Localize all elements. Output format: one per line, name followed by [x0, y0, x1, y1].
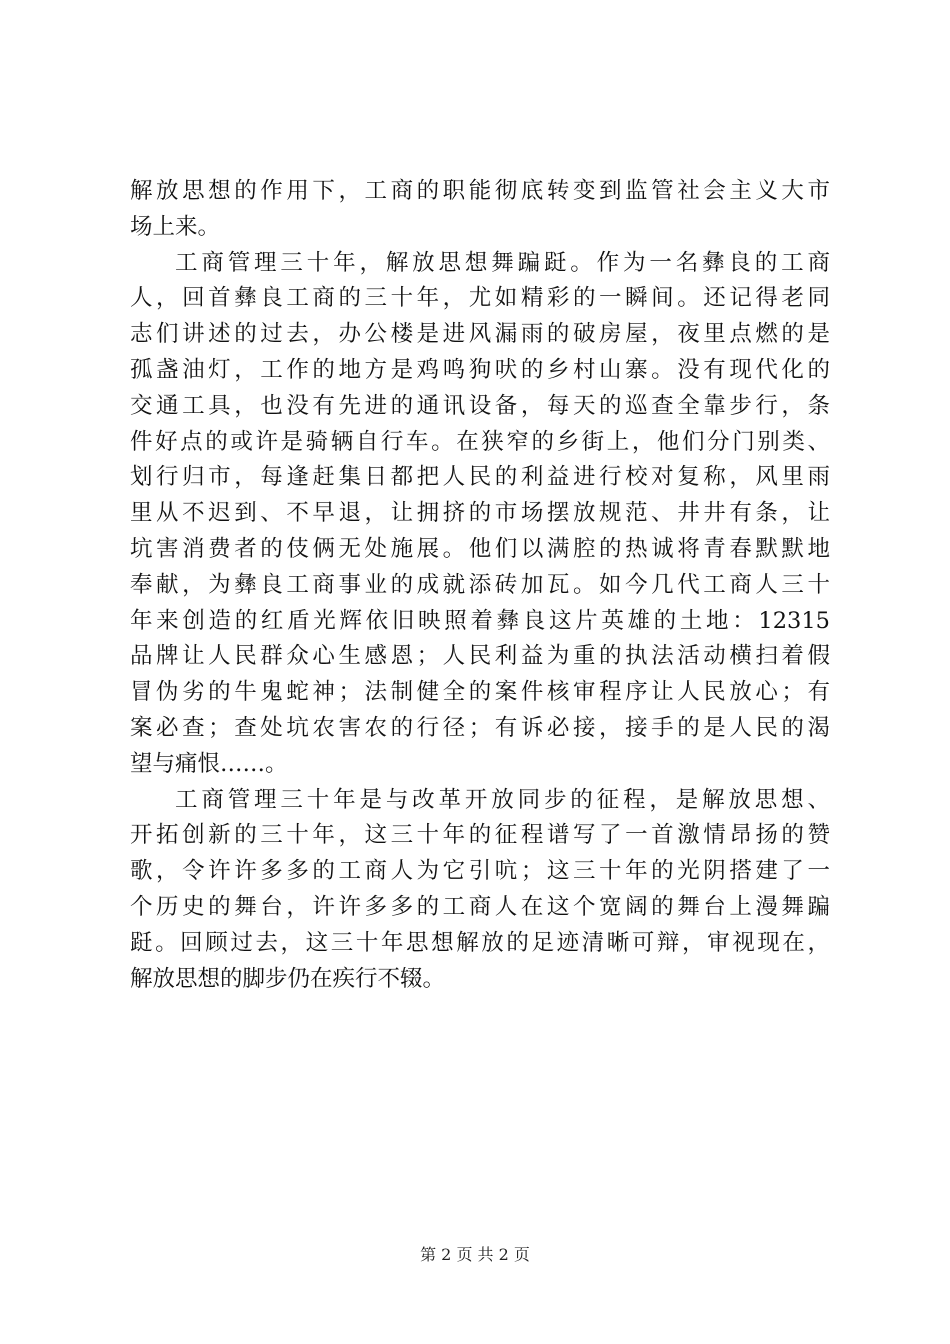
text-line: 交通工具，也没有先进的通讯设备，每天的巡查全靠步行，条 — [130, 392, 830, 419]
text-line: 品牌让人民群众心生感恩；人民利益为重的执法活动横扫着假 — [130, 643, 830, 670]
text-line: 件好点的或许是骑辆自行车。在狭窄的乡街上，他们分门别类、 — [130, 428, 830, 455]
page-footer: 第 2 页 共 2 页 — [420, 1245, 530, 1264]
text-line: 望与痛恨……。 — [130, 750, 288, 777]
text-line: 人，回首彝良工商的三十年，尤如精彩的一瞬间。还记得老同 — [130, 285, 830, 312]
text-line: 冒伪劣的牛鬼蛇神；法制健全的案件核审程序让人民放心；有 — [130, 679, 830, 706]
text-line: 案必查；查处坑农害农的行径；有诉必接，接手的是人民的渴 — [130, 714, 830, 741]
text-line: 孤盏油灯，工作的地方是鸡鸣狗吠的乡村山寨。没有现代化的 — [130, 356, 830, 383]
text-line: 工商管理三十年是与改革开放同步的征程，是解放思想、 — [175, 786, 830, 813]
text-line: 工商管理三十年，解放思想舞蹁跹。作为一名彝良的工商 — [175, 249, 830, 276]
text-line: 志们讲述的过去，办公楼是进风漏雨的破房屋，夜里点燃的是 — [130, 321, 830, 348]
paragraph — [130, 246, 830, 783]
text-line: 奉献，为彝良工商事业的成就添砖加瓦。如今几代工商人三十 — [130, 571, 830, 598]
text-line: 解放思想的作用下，工商的职能彻底转变到监管社会主义大市 — [130, 178, 830, 204]
paragraph — [130, 783, 830, 998]
text-line: 划行归市，每逢赶集日都把人民的利益进行校对复称，风里雨 — [130, 464, 830, 491]
paragraph — [130, 174, 830, 246]
text-line: 解放思想的脚步仍在疾行不辍。 — [130, 965, 446, 992]
body-text — [130, 174, 830, 997]
text-line: 场上来。 — [130, 213, 221, 240]
text-line: 里从不迟到、不早退，让拥挤的市场摆放规范、井井有条，让 — [130, 500, 830, 527]
text-line: 歌，令许许多多的工商人为它引吭；这三十年的光阴搭建了一 — [130, 858, 830, 885]
text-line: 开拓创新的三十年，这三十年的征程谱写了一首激情昂扬的赞 — [130, 822, 830, 849]
text-line: 个历史的舞台，许许多多的工商人在这个宽阔的舞台上漫舞蹁 — [130, 893, 830, 920]
text-line: 坑害消费者的伎俩无处施展。他们以满腔的热诚将青春默默地 — [130, 535, 830, 562]
text-line: 跹。回顾过去，这三十年思想解放的足迹清晰可辩，审视现在， — [130, 929, 830, 956]
text-line: 年来创造的红盾光辉依旧映照着彝良这片英雄的土地：12315 — [130, 607, 830, 634]
